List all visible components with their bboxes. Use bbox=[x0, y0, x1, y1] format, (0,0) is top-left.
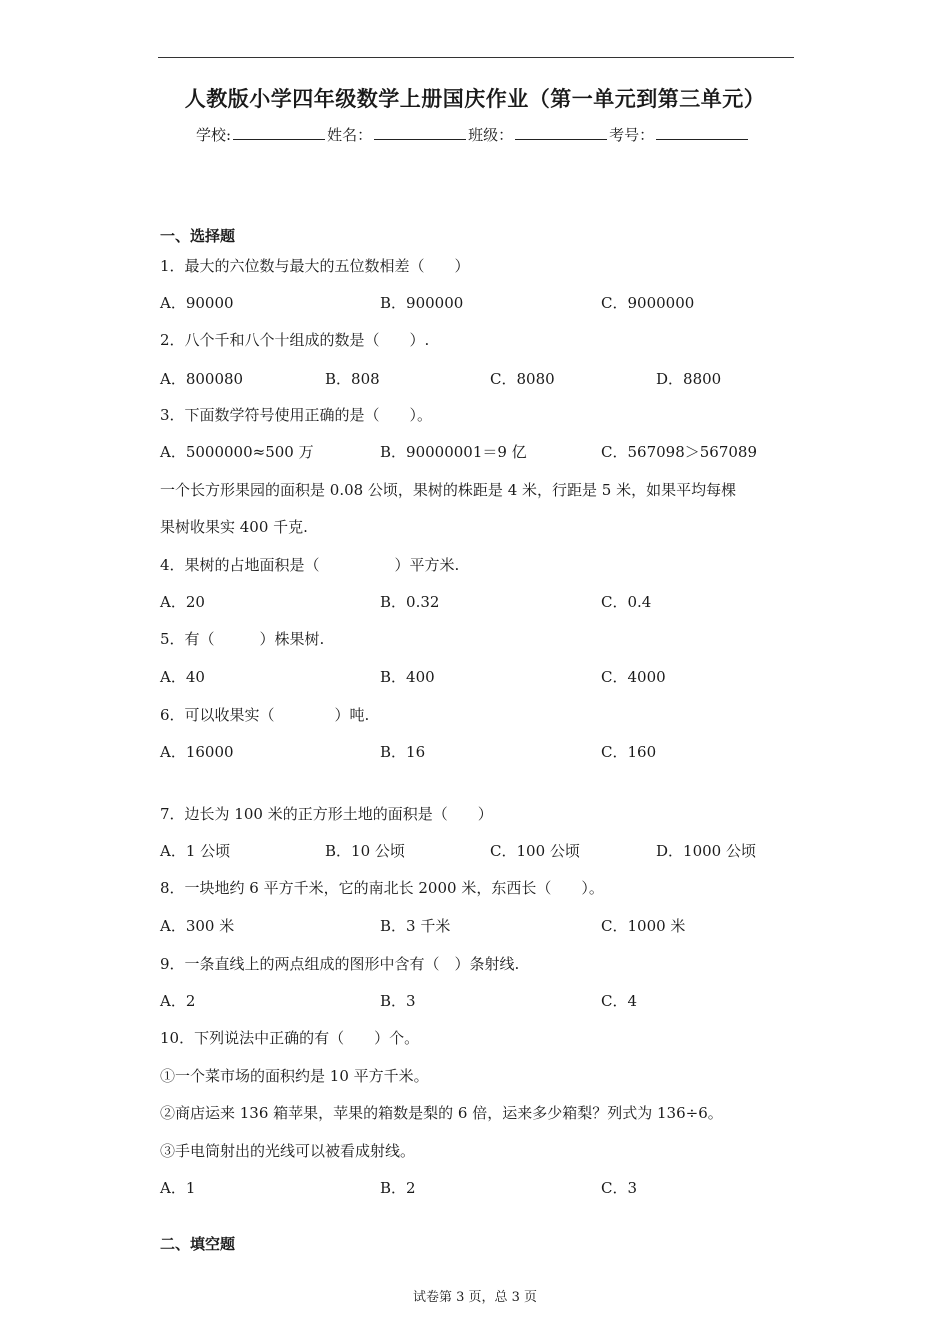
passage-line-2: 果树收果实 400 千克. bbox=[160, 518, 308, 536]
name-label: 姓名： bbox=[327, 126, 373, 144]
q2-option-a: A．800080 bbox=[160, 370, 244, 388]
page-title: 人教版小学四年级数学上册国庆作业（第一单元到第三单元） bbox=[184, 87, 766, 111]
student-info-line bbox=[196, 124, 750, 145]
question-10: 10．下列说法中正确的有（ ）个。 bbox=[160, 1029, 420, 1047]
top-rule bbox=[158, 57, 794, 58]
q6-option-b: B．16 bbox=[380, 743, 426, 761]
passage-line-1: 一个长方形果园的面积是 0.08 公顷，果树的株距是 4 米，行距是 5 米，如果平均每棵 bbox=[160, 481, 737, 499]
q8-option-c: C．1000 米 bbox=[601, 917, 686, 935]
q5-option-a: A．40 bbox=[160, 668, 205, 686]
q6-option-c: C．160 bbox=[601, 743, 657, 761]
class-label: 班级： bbox=[468, 126, 514, 144]
question-5: 5．有（ ）株果树. bbox=[160, 630, 325, 648]
q10-option-a: A．1 bbox=[160, 1179, 196, 1197]
q9-option-a: A．2 bbox=[160, 992, 196, 1010]
question-1: 1．最大的六位数与最大的五位数相差（ ） bbox=[160, 257, 470, 275]
q5-option-c: C．4000 bbox=[601, 668, 666, 686]
q5-option-b: B．400 bbox=[380, 668, 435, 686]
q7-option-b: B．10 公顷 bbox=[325, 842, 405, 860]
exam-no-label: 考号： bbox=[609, 126, 655, 144]
q7-option-d: D．1000 公顷 bbox=[656, 842, 756, 860]
name-blank[interactable] bbox=[374, 125, 466, 140]
q10-option-b: B．2 bbox=[380, 1179, 416, 1197]
question-2: 2．八个千和八个十组成的数是（ ）. bbox=[160, 331, 430, 349]
school-label: 学校: bbox=[196, 126, 232, 144]
q8-option-a: A．300 米 bbox=[160, 917, 235, 935]
q7-option-c: C．100 公顷 bbox=[490, 842, 580, 860]
q1-option-b: B．900000 bbox=[380, 294, 464, 312]
q10-statement-1: ①一个菜市场的面积约是 10 平方千米。 bbox=[160, 1067, 429, 1085]
q2-option-c: C．8080 bbox=[490, 370, 555, 388]
section-heading-choice: 一、选择题 bbox=[160, 227, 236, 245]
q7-option-a: A．1 公顷 bbox=[160, 842, 231, 860]
q9-option-b: B．3 bbox=[380, 992, 416, 1010]
q4-option-b: B．0.32 bbox=[380, 593, 440, 611]
q1-option-c: C．9000000 bbox=[601, 294, 695, 312]
q4-option-a: A．20 bbox=[160, 593, 205, 611]
question-6: 6．可以收果实（ ）吨. bbox=[160, 706, 370, 724]
class-blank[interactable] bbox=[515, 125, 607, 140]
question-8: 8．一块地约 6 平方千米，它的南北长 2000 米，东西长（ ）。 bbox=[160, 879, 604, 897]
q10-statement-2: ②商店运来 136 箱苹果，苹果的箱数是梨的 6 倍，运来多少箱梨？列式为 136÷6。 bbox=[160, 1104, 723, 1122]
q2-option-b: B．808 bbox=[325, 370, 380, 388]
q4-option-c: C．0.4 bbox=[601, 593, 652, 611]
question-3: 3．下面数学符号使用正确的是（ ）。 bbox=[160, 406, 433, 424]
school-blank[interactable] bbox=[233, 125, 325, 140]
question-7: 7．边长为 100 米的正方形土地的面积是（ ） bbox=[160, 805, 493, 823]
q3-option-c: C．567098＞567089 bbox=[601, 443, 757, 461]
q8-option-b: B．3 千米 bbox=[380, 917, 451, 935]
q6-option-a: A．16000 bbox=[160, 743, 234, 761]
q3-option-a: A．5000000≈500 万 bbox=[160, 443, 314, 461]
q2-option-d: D．8800 bbox=[656, 370, 722, 388]
page-footer: 试卷第 3 页，总 3 页 bbox=[412, 1290, 538, 1305]
question-4: 4．果树的占地面积是（ ）平方米. bbox=[160, 556, 460, 574]
q3-option-b: B．90000001＝9 亿 bbox=[380, 443, 527, 461]
section-heading-fill: 二、填空题 bbox=[160, 1235, 236, 1253]
exam-no-blank[interactable] bbox=[656, 125, 748, 140]
q1-option-a: A．90000 bbox=[160, 294, 234, 312]
q10-statement-3: ③手电筒射出的光线可以被看成射线。 bbox=[160, 1142, 416, 1160]
q9-option-c: C．4 bbox=[601, 992, 638, 1010]
question-9: 9．一条直线上的两点组成的图形中含有（ ）条射线. bbox=[160, 955, 520, 973]
q10-option-c: C．3 bbox=[601, 1179, 638, 1197]
